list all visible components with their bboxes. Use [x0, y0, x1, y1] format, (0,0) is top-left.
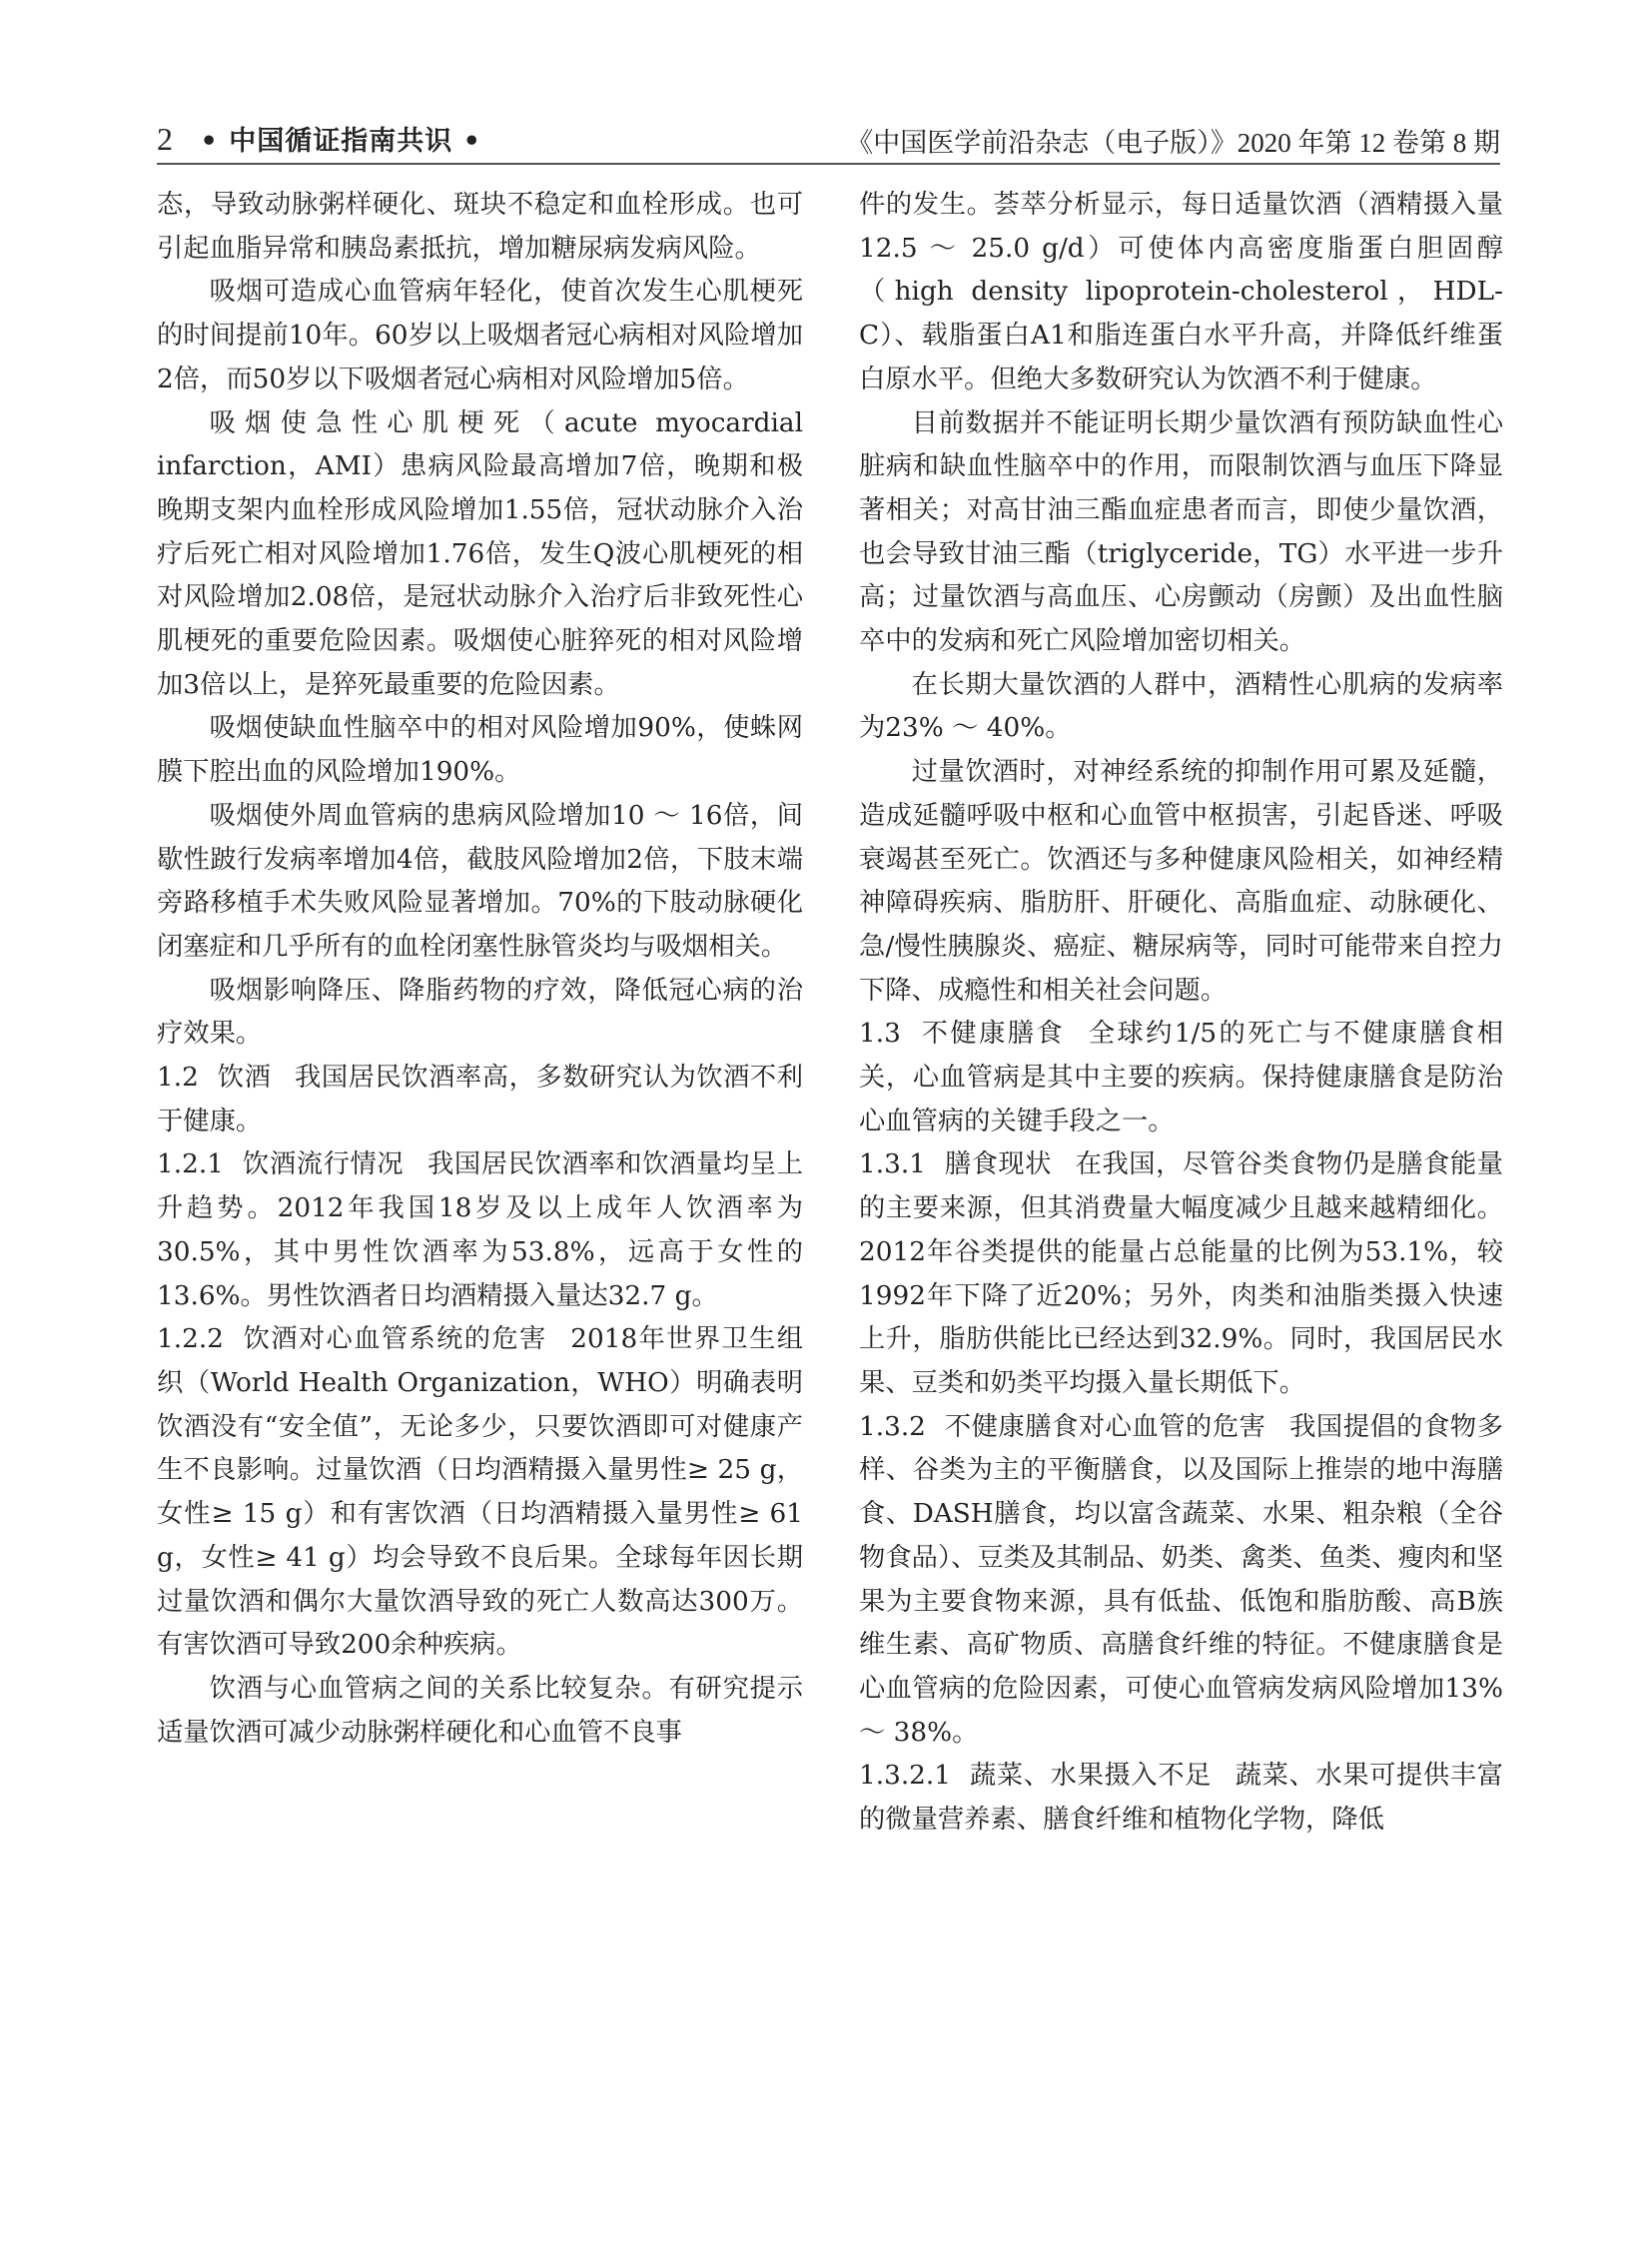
section-number: 1.2.1: [157, 1149, 224, 1180]
section-heading: [859, 1761, 1212, 1791]
body-paragraph: 吸烟影响降压、降脂药物的疗效，降低冠心病的治疗效果。: [157, 975, 803, 1050]
section-heading: [859, 1019, 1065, 1049]
section-text: 全球约1/5的死亡与不健康膳食相关，心血管病是其中主要的疾病。保持健康膳食是防治心血管病的关键手段之一。: [859, 1019, 1504, 1136]
page-number: 2: [157, 121, 173, 157]
section-number: 1.3: [859, 1019, 901, 1050]
body-paragraph: 过量饮酒时，对神经系统的抑制作用可累及延髓，造成延髓呼吸中枢和心血管中枢损害，引起昏迷、呼吸衰竭甚至死亡。饮酒还与多种健康风险相关，如神经精神障碍疾病、脂肪肝、肝硬化、高脂血症、动脉硬化、急/慢性胰腺炎、癌症、糖尿病等，同时可能带来自控力下降、成瘾性和相关社会问题。: [859, 757, 1503, 1006]
section-title: 饮酒对心血管系统的危害: [242, 1324, 547, 1355]
section-text: 在我国，尽管谷类食物仍是膳食能量的主要来源，但其消费量大幅度减少且越来越精细化。2012年谷类提供的能量占总能量的比例为53.1%，较1992年下降了近20%；另外，肉类和油脂类摄入快速上升，脂肪供能比已经达到32.9%。同时，我国居民水果、豆类和奶类平均摄入量长期低下。: [859, 1149, 1504, 1398]
journal-citation: 《中国医学前沿杂志（电子版）》2020 年第 12 卷第 8 期: [846, 128, 1500, 158]
section-text: 2018年世界卫生组织（World Health Organization，WHO）明确表明饮酒没有“安全值”，无论多少，只要饮酒即可对健康产生不良影响。过量饮酒（日均酒精摄入量男性≥ 25 g，女性≥ 15 g）和有害饮酒（日均酒精摄入量男性≥ 61 g，女性≥ 41 g）均会导致不良后果。全球每年因长期过量饮酒和偶尔大量饮酒导致的死亡人数高达300万。有害饮酒可导致200余种疾病。: [157, 1324, 803, 1661]
section-text: 我国居民饮酒率高，多数研究认为饮酒不利于健康。: [157, 1063, 804, 1136]
body-paragraph: 吸烟使外周血管病的患病风险增加10 ～ 16倍，间歇性跛行发病率增加4倍，截肢风险增加2倍，下肢末端旁路移植手术失败风险显著增加。70%的下肢动脉硬化闭塞症和几乎所有的血栓闭塞性脉管炎均与吸烟相关。: [157, 800, 803, 962]
left-column: [157, 184, 803, 1755]
section-number: 1.3.1: [859, 1149, 926, 1180]
section-heading: [859, 1149, 1052, 1179]
body-paragraph: 吸烟使急性心肌梗死（acute myocardial infarction，AMI）患病风险最高增加7倍，晚期和极晚期支架内血栓形成风险增加1.55倍，冠状动脉介入治疗后死亡相对风险增加1.76倍，发生Q波心肌梗死的相对风险增加2.08倍，是冠状动脉介入治疗后非致死性心肌梗死的重要危险因素。吸烟使心脏猝死的相对风险增加3倍以上，是猝死最重要的危险因素。: [157, 407, 803, 700]
body-paragraph: 态，导致动脉粥样硬化、斑块不稳定和血栓形成。也可引起血脂异常和胰岛素抵抗，增加糖尿病发病风险。: [157, 190, 803, 264]
body-paragraph: 吸烟可造成心血管病年轻化，使首次发生心肌梗死的时间提前10年。60岁以上吸烟者冠心病相对风险增加2倍，而50岁以下吸烟者冠心病相对风险增加5倍。: [157, 277, 803, 394]
body-paragraph: 在长期大量饮酒的人群中，酒精性心肌病的发病率为23% ～ 40%。: [859, 669, 1503, 744]
section-heading: [157, 1324, 547, 1354]
section-text: 我国提倡的食物多样、谷类为主的平衡膳食，以及国际上推崇的地中海膳食、DASH膳食，均以富含蔬菜、水果、粗杂粮（全谷物食品）、豆类及其制品、奶类、禽类、鱼类、瘦肉和坚果为主要食物来源，具有低盐、低饱和脂肪酸、高B族维生素、高矿物质、高膳食纤维的特征。不健康膳食是心血管病的危险因素，可使心血管病发病风险增加13% ～ 38%。: [859, 1411, 1504, 1748]
header-left: [157, 119, 481, 158]
section-heading: [157, 1063, 271, 1093]
section-number: 1.3.2: [859, 1411, 926, 1442]
section-number: 1.2.2: [157, 1324, 224, 1355]
section-number: 1.3.2.1: [859, 1761, 952, 1792]
section-paragraph: [157, 1057, 803, 1143]
section-title: 膳食现状: [944, 1149, 1053, 1180]
section-text: 我国居民饮酒率和饮酒量均呈上升趋势。2012年我国18岁及以上成年人饮酒率为30.5%，其中男性饮酒率为53.8%，远高于女性的13.6%。男性饮酒者日均酒精摄入量达32.7 g。: [157, 1149, 804, 1311]
section-title: 不健康膳食: [919, 1019, 1066, 1050]
section-paragraph: [859, 1755, 1503, 1842]
right-column: [859, 184, 1503, 1843]
series-title: • 中国循证指南共识 •: [200, 126, 481, 157]
section-heading: [859, 1412, 1265, 1442]
section-paragraph: [859, 1013, 1503, 1143]
section-paragraph: [157, 1143, 803, 1318]
page-header: [157, 113, 1500, 165]
section-number: 1.2: [157, 1063, 199, 1094]
section-title: 饮酒: [217, 1063, 272, 1094]
section-title: 饮酒流行情况: [242, 1149, 405, 1180]
section-paragraph: [859, 1143, 1503, 1405]
section-heading: [157, 1149, 404, 1179]
section-paragraph: [859, 1406, 1503, 1756]
body-paragraph: 目前数据并不能证明长期少量饮酒有预防缺血性心脏病和缺血性脑卒中的作用，而限制饮酒与血压下降显著相关；对高甘油三酯血症患者而言，即使少量饮酒，也会导致甘油三酯（triglyceride，TG）水平进一步升高；过量饮酒与高血压、心房颤动（房颤）及出血性脑卒中的发病和死亡风险增加密切相关。: [859, 407, 1503, 657]
body-paragraph: 饮酒与心血管病之间的关系比较复杂。有研究提示适量饮酒可减少动脉粥样硬化和心血管不良事: [157, 1673, 803, 1748]
section-text: 蔬菜、水果可提供丰富的微量营养素、膳食纤维和植物化学物，降低: [859, 1761, 1503, 1836]
body-paragraph: 吸烟使缺血性脑卒中的相对风险增加90%，使蛛网膜下腔出血的风险增加190%。: [157, 713, 803, 788]
section-title: 蔬菜、水果摄入不足: [969, 1761, 1213, 1792]
section-title: 不健康膳食对心血管的危害: [944, 1411, 1266, 1442]
body-paragraph: 件的发生。荟萃分析显示，每日适量饮酒（酒精摄入量12.5 ～ 25.0 g/d）可使体内高密度脂蛋白胆固醇（high density lipoprotein-cholesterol，HDL-C）、载脂蛋白A1和脂连蛋白水平升高，并降低纤维蛋白原水平。但绝大多数研究认为饮酒不利于健康。: [859, 190, 1503, 394]
section-paragraph: [157, 1318, 803, 1668]
